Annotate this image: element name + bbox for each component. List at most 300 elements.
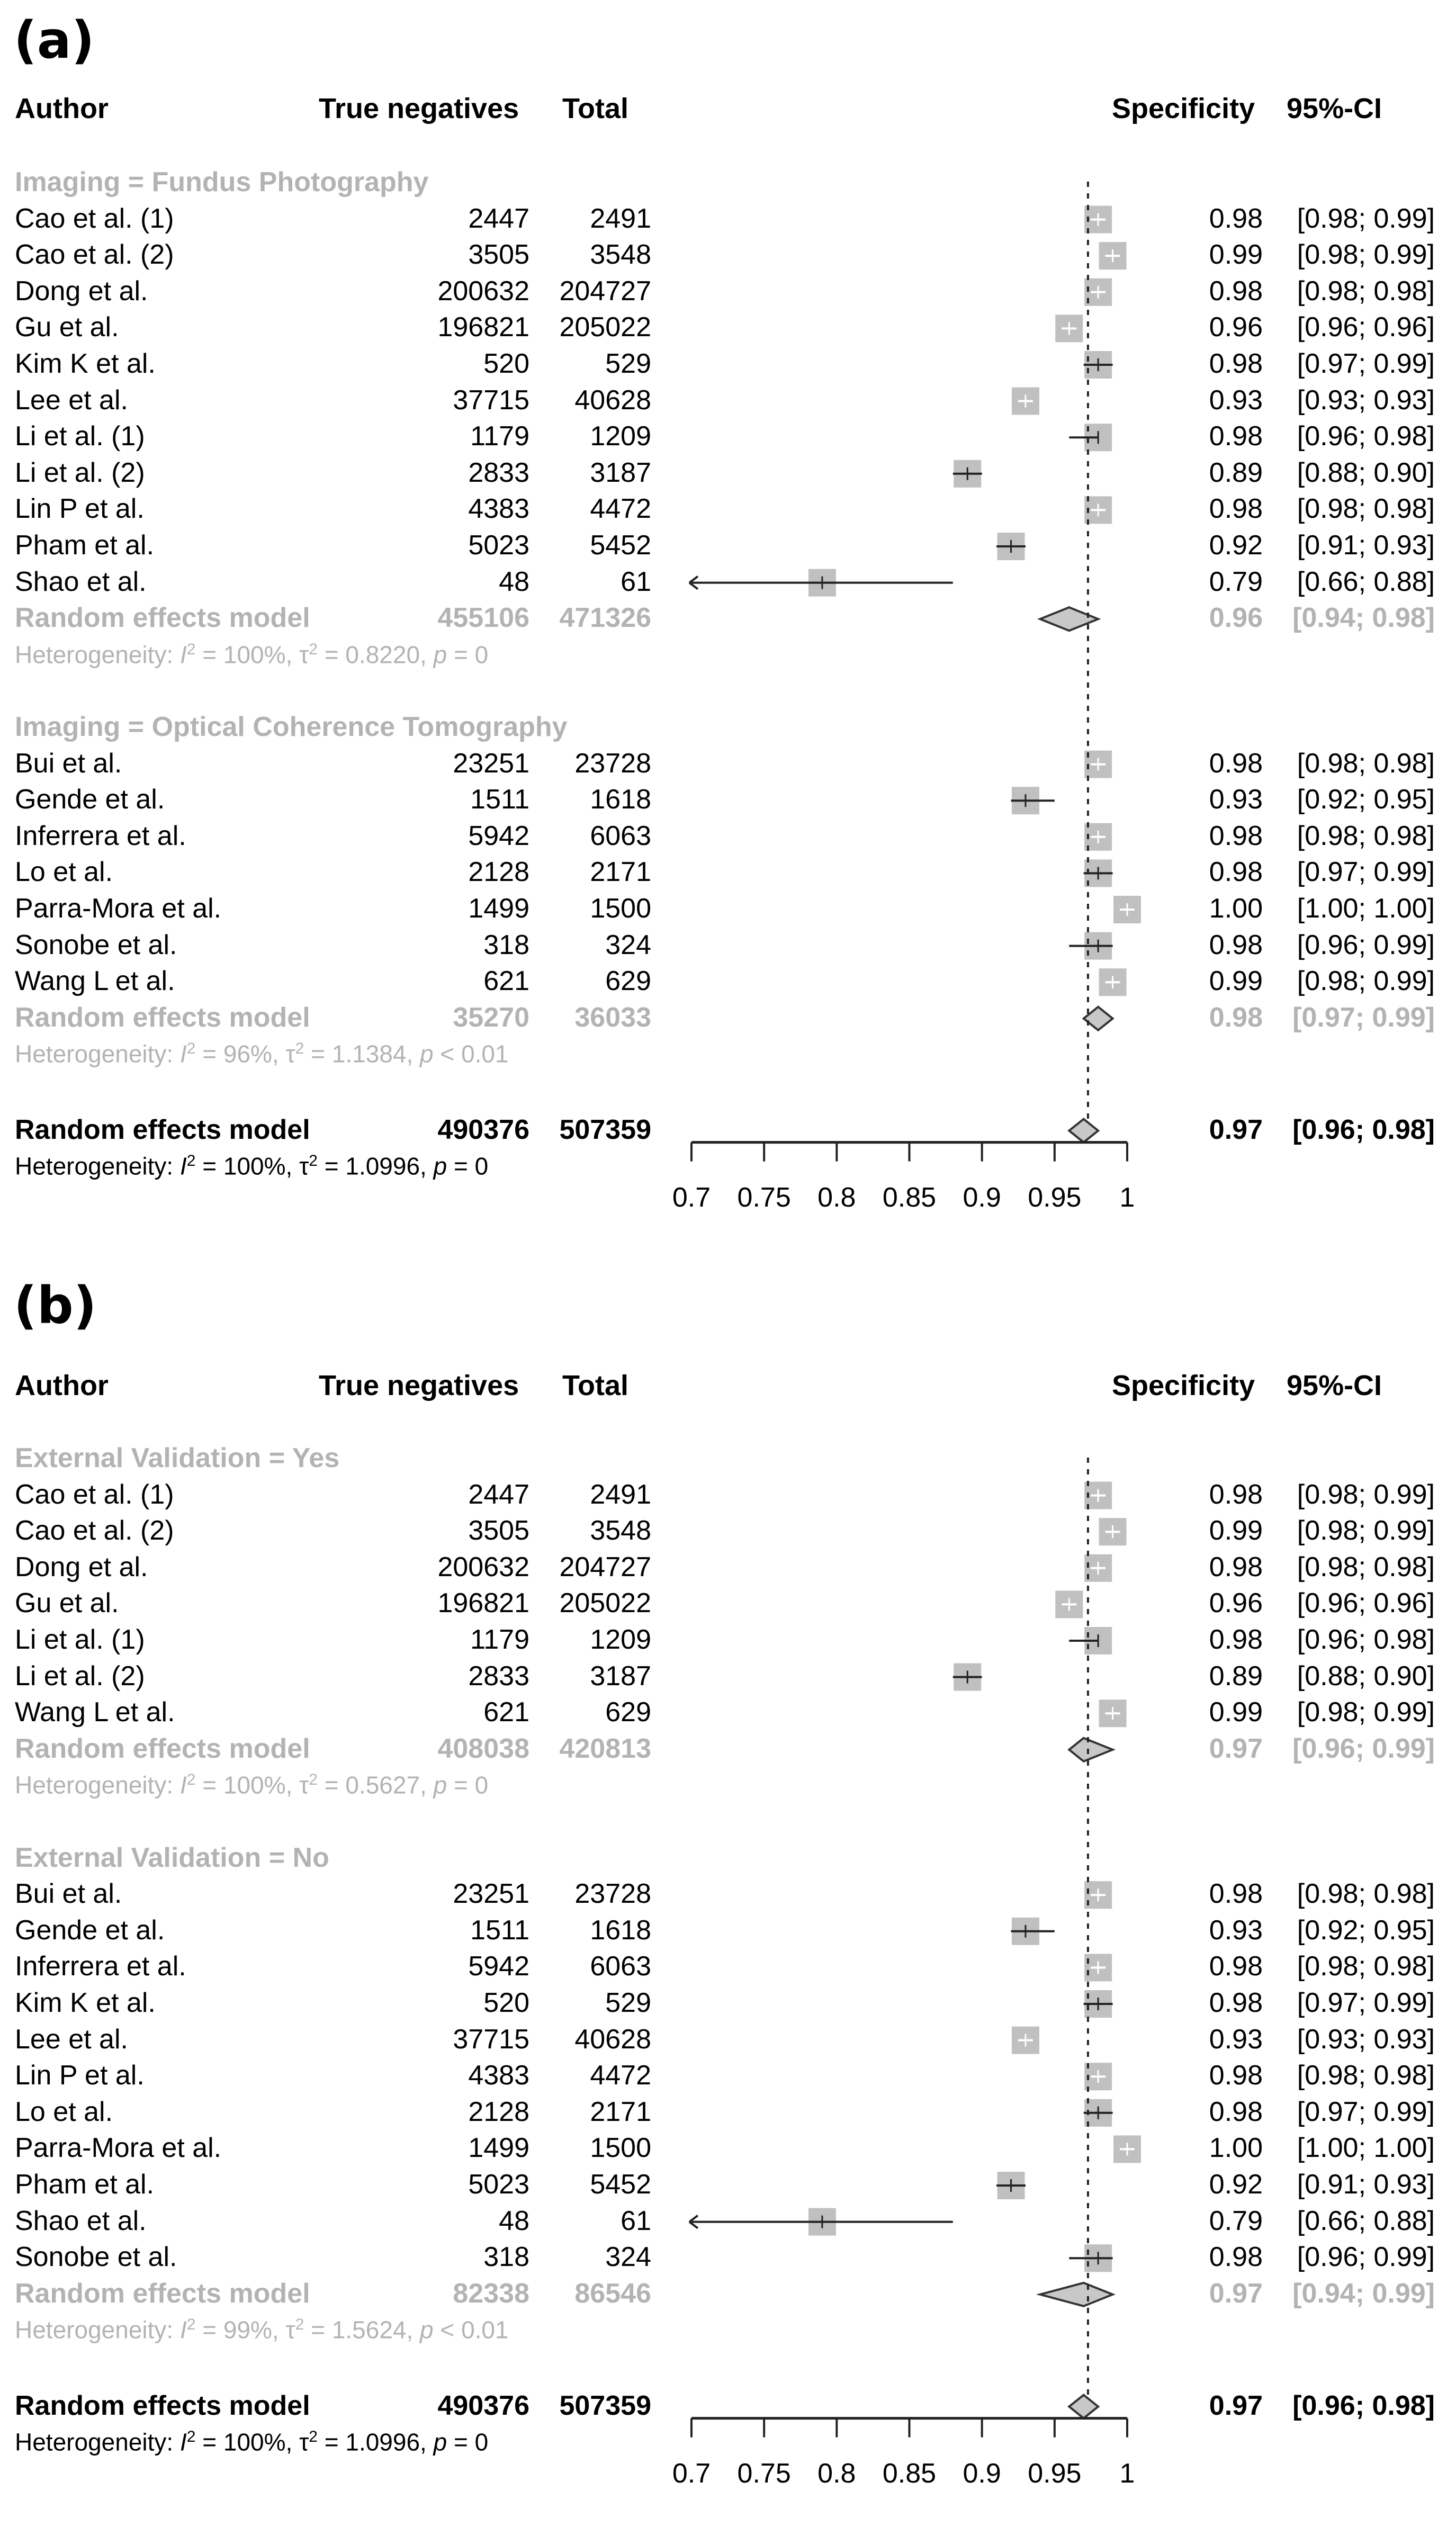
heterogeneity-p-val: < 0.01 bbox=[433, 1040, 509, 1068]
study-total: 1500 bbox=[590, 2133, 651, 2164]
study-total: 61 bbox=[621, 566, 651, 597]
study-ci: [0.93; 0.93] bbox=[1297, 2024, 1435, 2055]
column-header-total: Total bbox=[562, 93, 628, 124]
study-true-negatives: 5942 bbox=[468, 820, 529, 851]
study-total: 324 bbox=[605, 929, 651, 960]
study-total: 5452 bbox=[590, 2169, 651, 2200]
study-author: Sonobe et al. bbox=[15, 929, 177, 960]
subgroup-title: Imaging = Optical Coherence Tomography bbox=[15, 712, 568, 742]
x-axis-tick-label: 0.9 bbox=[963, 1182, 1001, 1213]
study-author: Wang L et al. bbox=[15, 1697, 175, 1728]
study-specificity: 0.98 bbox=[1209, 1551, 1263, 1582]
subgroup-model-label: Random effects model bbox=[15, 2278, 310, 2309]
study-specificity: 0.98 bbox=[1209, 493, 1263, 525]
study-author: Parra-Mora et al. bbox=[15, 893, 222, 924]
study-true-negatives: 37715 bbox=[453, 384, 529, 416]
study-total: 23728 bbox=[574, 1878, 651, 1910]
heterogeneity-i2-val: = 96%, bbox=[195, 1040, 286, 1068]
overall-model-ci: [0.96; 0.98] bbox=[1292, 2390, 1435, 2421]
heterogeneity-tau-val: = 1.0996, bbox=[317, 1152, 434, 1180]
study-ci: [0.98; 0.98] bbox=[1297, 748, 1435, 779]
study-ci: [0.96; 0.96] bbox=[1297, 1588, 1435, 1619]
study-ci: [0.98; 0.99] bbox=[1297, 239, 1435, 271]
study-ci: [0.98; 0.98] bbox=[1297, 1551, 1435, 1582]
study-total: 205022 bbox=[559, 312, 651, 343]
study-total: 3548 bbox=[590, 1515, 651, 1546]
heterogeneity-p-val: = 0 bbox=[447, 641, 489, 669]
study-true-negatives: 520 bbox=[483, 348, 529, 379]
superscript-two: 2 bbox=[186, 2428, 196, 2446]
subgroup-model-specificity: 0.98 bbox=[1209, 1002, 1263, 1033]
heterogeneity-i2-val: = 100%, bbox=[195, 1152, 300, 1180]
study-ci: [0.92; 0.95] bbox=[1297, 1914, 1435, 1946]
study-specificity: 1.00 bbox=[1209, 893, 1263, 924]
study-true-negatives: 2833 bbox=[468, 1660, 529, 1692]
study-specificity: 0.98 bbox=[1209, 748, 1263, 779]
subgroup-model-total: 420813 bbox=[559, 1733, 651, 1764]
heterogeneity-p-val: < 0.01 bbox=[433, 2316, 509, 2344]
study-true-negatives: 2447 bbox=[468, 203, 529, 234]
study-specificity: 0.79 bbox=[1209, 2205, 1263, 2236]
study-total: 204727 bbox=[559, 275, 651, 307]
study-true-negatives: 2833 bbox=[468, 457, 529, 488]
study-total: 3187 bbox=[590, 1660, 651, 1692]
heterogeneity-i2: I bbox=[179, 2428, 187, 2456]
study-ci: [0.98; 0.98] bbox=[1297, 493, 1435, 525]
study-true-negatives: 4383 bbox=[468, 493, 529, 525]
study-true-negatives: 2447 bbox=[468, 1479, 529, 1510]
study-total: 1618 bbox=[590, 1914, 651, 1946]
x-axis-tick-label: 0.7 bbox=[672, 1182, 711, 1213]
study-author: Cao et al. (1) bbox=[15, 1479, 174, 1510]
subgroup-model-tn: 82338 bbox=[453, 2278, 529, 2309]
overall-heterogeneity bbox=[15, 2429, 488, 2454]
study-total: 1618 bbox=[590, 784, 651, 815]
study-ci: [0.93; 0.93] bbox=[1297, 384, 1435, 416]
study-total: 3187 bbox=[590, 457, 651, 488]
study-author: Shao et al. bbox=[15, 2205, 147, 2236]
study-author: Lee et al. bbox=[15, 2024, 128, 2055]
column-header-author: Author bbox=[15, 1370, 109, 1401]
study-total: 2491 bbox=[590, 203, 651, 234]
heterogeneity-tau: τ bbox=[299, 1771, 309, 1799]
study-true-negatives: 2128 bbox=[468, 2096, 529, 2127]
study-author: Cao et al. (1) bbox=[15, 203, 174, 234]
study-author: Li et al. (2) bbox=[15, 1660, 145, 1692]
study-author: Dong et al. bbox=[15, 275, 148, 307]
study-ci: [0.97; 0.99] bbox=[1297, 857, 1435, 888]
study-true-negatives: 23251 bbox=[453, 1878, 529, 1910]
study-true-negatives: 3505 bbox=[468, 239, 529, 271]
study-ci: [1.00; 1.00] bbox=[1297, 893, 1435, 924]
study-specificity: 0.98 bbox=[1209, 929, 1263, 960]
study-specificity: 0.98 bbox=[1209, 2242, 1263, 2273]
study-total: 2171 bbox=[590, 2096, 651, 2127]
study-ci: [0.98; 0.98] bbox=[1297, 1951, 1435, 1982]
panel-label: (a) bbox=[14, 11, 95, 70]
study-author: Dong et al. bbox=[15, 1551, 148, 1582]
heterogeneity-prefix: Heterogeneity: bbox=[15, 1771, 180, 1799]
subgroup-model-label: Random effects model bbox=[15, 602, 310, 634]
subgroup-title: Imaging = Fundus Photography bbox=[15, 167, 429, 197]
study-total: 3548 bbox=[590, 239, 651, 271]
subgroup-model-specificity: 0.97 bbox=[1209, 1733, 1263, 1764]
overall-model-tn: 490376 bbox=[437, 1114, 529, 1145]
study-ci: [0.98; 0.98] bbox=[1297, 2060, 1435, 2091]
heterogeneity-p-val: = 0 bbox=[447, 2428, 489, 2456]
x-axis-tick-label: 0.75 bbox=[737, 1182, 791, 1213]
study-specificity: 0.93 bbox=[1209, 384, 1263, 416]
subgroup-model-specificity: 0.96 bbox=[1209, 602, 1263, 634]
subgroup-title: External Validation = Yes bbox=[15, 1443, 340, 1473]
subgroup-pooled-diamond bbox=[1040, 607, 1098, 631]
study-author: Sonobe et al. bbox=[15, 2242, 177, 2273]
superscript-two: 2 bbox=[309, 1152, 318, 1170]
heterogeneity-i2: I bbox=[179, 1771, 187, 1799]
study-ci: [0.88; 0.90] bbox=[1297, 1660, 1435, 1692]
subgroup-model-total: 86546 bbox=[574, 2278, 651, 2309]
study-specificity: 1.00 bbox=[1209, 2133, 1263, 2164]
study-specificity: 0.98 bbox=[1209, 2096, 1263, 2127]
column-header-specificity: Specificity bbox=[1112, 1370, 1255, 1401]
superscript-two: 2 bbox=[186, 1152, 196, 1170]
study-true-negatives: 621 bbox=[483, 1697, 529, 1728]
study-author: Cao et al. (2) bbox=[15, 1515, 174, 1546]
study-ci: [0.98; 0.98] bbox=[1297, 275, 1435, 307]
study-total: 40628 bbox=[574, 2024, 651, 2055]
study-true-negatives: 48 bbox=[499, 566, 529, 597]
study-ci: [0.88; 0.90] bbox=[1297, 457, 1435, 488]
heterogeneity-tau: τ bbox=[285, 2316, 295, 2344]
study-true-negatives: 318 bbox=[483, 2242, 529, 2273]
overall-model-label: Random effects model bbox=[15, 1114, 310, 1145]
study-true-negatives: 318 bbox=[483, 929, 529, 960]
heterogeneity-prefix: Heterogeneity: bbox=[15, 1152, 180, 1180]
overall-model-total: 507359 bbox=[559, 1114, 651, 1145]
heterogeneity-p: p bbox=[420, 2316, 434, 2344]
study-author: Lee et al. bbox=[15, 384, 128, 416]
study-true-negatives: 5942 bbox=[468, 1951, 529, 1982]
study-author: Inferrera et al. bbox=[15, 820, 186, 851]
subgroup-model-total: 471326 bbox=[559, 602, 651, 634]
heterogeneity-p: p bbox=[433, 641, 447, 669]
subgroup-heterogeneity bbox=[15, 1041, 509, 1066]
study-total: 6063 bbox=[590, 1951, 651, 1982]
heterogeneity-prefix: Heterogeneity: bbox=[15, 1040, 180, 1068]
heterogeneity-tau-val: = 1.5624, bbox=[304, 2316, 420, 2344]
study-specificity: 0.99 bbox=[1209, 239, 1263, 271]
study-specificity: 0.99 bbox=[1209, 966, 1263, 997]
panel-label: (b) bbox=[14, 1276, 97, 1335]
study-specificity: 0.93 bbox=[1209, 1914, 1263, 1946]
study-author: Li et al. (1) bbox=[15, 1624, 145, 1655]
study-author: Lo et al. bbox=[15, 2096, 113, 2127]
column-header-total: Total bbox=[562, 1370, 628, 1401]
study-ci: [1.00; 1.00] bbox=[1297, 2133, 1435, 2164]
study-true-negatives: 621 bbox=[483, 966, 529, 997]
heterogeneity-i2: I bbox=[179, 1040, 187, 1068]
column-header-specificity: Specificity bbox=[1112, 93, 1255, 124]
study-true-negatives: 200632 bbox=[437, 275, 529, 307]
study-ci: [0.97; 0.99] bbox=[1297, 2096, 1435, 2127]
study-author: Pham et al. bbox=[15, 2169, 155, 2200]
subgroup-pooled-diamond bbox=[1040, 2283, 1112, 2306]
heterogeneity-tau: τ bbox=[299, 1152, 309, 1180]
study-author: Li et al. (1) bbox=[15, 421, 145, 452]
study-true-negatives: 1179 bbox=[470, 1624, 529, 1655]
study-specificity: 0.98 bbox=[1209, 820, 1263, 851]
heterogeneity-p: p bbox=[433, 1152, 447, 1180]
subgroup-model-total: 36033 bbox=[574, 1002, 651, 1033]
study-specificity: 0.98 bbox=[1209, 1878, 1263, 1910]
study-author: Gende et al. bbox=[15, 784, 165, 815]
study-true-negatives: 23251 bbox=[453, 748, 529, 779]
study-specificity: 0.99 bbox=[1209, 1515, 1263, 1546]
study-ci: [0.66; 0.88] bbox=[1297, 2205, 1435, 2236]
heterogeneity-tau-val: = 1.0996, bbox=[317, 2428, 434, 2456]
superscript-two: 2 bbox=[186, 2316, 196, 2334]
heterogeneity-tau-val: = 0.8220, bbox=[317, 641, 434, 669]
heterogeneity-i2: I bbox=[179, 1152, 187, 1180]
study-total: 40628 bbox=[574, 384, 651, 416]
x-axis-tick-label: 0.95 bbox=[1028, 2458, 1082, 2489]
study-true-negatives: 1499 bbox=[468, 2133, 529, 2164]
study-ci: [0.97; 0.99] bbox=[1297, 348, 1435, 379]
study-ci: [0.96; 0.99] bbox=[1297, 2242, 1435, 2273]
column-header-true-negatives: True negatives bbox=[319, 1370, 519, 1401]
superscript-two: 2 bbox=[309, 2428, 318, 2446]
overall-model-tn: 490376 bbox=[437, 2390, 529, 2421]
study-ci: [0.96; 0.96] bbox=[1297, 312, 1435, 343]
subgroup-heterogeneity bbox=[15, 1772, 488, 1797]
study-specificity: 0.98 bbox=[1209, 348, 1263, 379]
overall-pooled-diamond bbox=[1069, 1119, 1098, 1143]
forest-panel-b bbox=[0, 1265, 1456, 2509]
study-specificity: 0.98 bbox=[1209, 1624, 1263, 1655]
overall-model-specificity: 0.97 bbox=[1209, 1114, 1263, 1145]
study-true-negatives: 200632 bbox=[437, 1551, 529, 1582]
subgroup-model-ci: [0.94; 0.99] bbox=[1292, 2278, 1435, 2309]
superscript-two: 2 bbox=[309, 640, 318, 658]
study-total: 205022 bbox=[559, 1588, 651, 1619]
heterogeneity-p: p bbox=[433, 1771, 447, 1799]
forest-panel-a bbox=[0, 0, 1456, 1265]
study-total: 1209 bbox=[590, 421, 651, 452]
subgroup-pooled-diamond bbox=[1069, 1738, 1112, 1761]
superscript-two: 2 bbox=[309, 1771, 318, 1789]
study-author: Gu et al. bbox=[15, 1588, 119, 1619]
heterogeneity-i2-val: = 100%, bbox=[195, 641, 300, 669]
superscript-two: 2 bbox=[186, 1771, 196, 1789]
heterogeneity-prefix: Heterogeneity: bbox=[15, 641, 180, 669]
study-author: Kim K et al. bbox=[15, 1988, 156, 2018]
heterogeneity-i2: I bbox=[179, 2316, 187, 2344]
subgroup-model-tn: 35270 bbox=[453, 1002, 529, 1033]
heterogeneity-i2-val: = 100%, bbox=[195, 1771, 300, 1799]
heterogeneity-prefix: Heterogeneity: bbox=[15, 2316, 180, 2344]
study-total: 4472 bbox=[590, 493, 651, 525]
study-specificity: 0.79 bbox=[1209, 566, 1263, 597]
overall-model-label: Random effects model bbox=[15, 2390, 310, 2421]
study-true-negatives: 48 bbox=[499, 2205, 529, 2236]
study-ci: [0.91; 0.93] bbox=[1297, 530, 1435, 561]
overall-model-ci: [0.96; 0.98] bbox=[1292, 1114, 1435, 1145]
study-true-negatives: 1499 bbox=[468, 893, 529, 924]
study-ci: [0.98; 0.99] bbox=[1297, 1515, 1435, 1546]
study-specificity: 0.89 bbox=[1209, 457, 1263, 488]
study-total: 1500 bbox=[590, 893, 651, 924]
x-axis-tick-label: 1 bbox=[1119, 2458, 1135, 2489]
x-axis-tick-label: 1 bbox=[1119, 1182, 1135, 1213]
heterogeneity-tau: τ bbox=[299, 2428, 309, 2456]
study-true-negatives: 5023 bbox=[468, 2169, 529, 2200]
study-specificity: 0.93 bbox=[1209, 2024, 1263, 2055]
study-specificity: 0.98 bbox=[1209, 857, 1263, 888]
study-true-negatives: 2128 bbox=[468, 857, 529, 888]
study-author: Shao et al. bbox=[15, 566, 147, 597]
study-specificity: 0.98 bbox=[1209, 1479, 1263, 1510]
subgroup-model-ci: [0.94; 0.98] bbox=[1292, 602, 1435, 634]
study-ci: [0.92; 0.95] bbox=[1297, 784, 1435, 815]
overall-heterogeneity bbox=[15, 1153, 488, 1178]
heterogeneity-tau: τ bbox=[285, 1040, 295, 1068]
heterogeneity-i2: I bbox=[179, 641, 187, 669]
study-total: 4472 bbox=[590, 2060, 651, 2091]
study-specificity: 0.96 bbox=[1209, 1588, 1263, 1619]
study-author: Gende et al. bbox=[15, 1914, 165, 1946]
study-author: Kim K et al. bbox=[15, 348, 156, 379]
heterogeneity-tau: τ bbox=[299, 641, 309, 669]
x-axis-tick-label: 0.85 bbox=[882, 1182, 937, 1213]
study-author: Lo et al. bbox=[15, 857, 113, 888]
overall-model-specificity: 0.97 bbox=[1209, 2390, 1263, 2421]
study-author: Wang L et al. bbox=[15, 966, 175, 997]
x-axis-tick-label: 0.95 bbox=[1028, 1182, 1082, 1213]
study-specificity: 0.92 bbox=[1209, 530, 1263, 561]
study-true-negatives: 520 bbox=[483, 1988, 529, 2018]
study-ci: [0.96; 0.99] bbox=[1297, 929, 1435, 960]
study-total: 629 bbox=[605, 1697, 651, 1728]
study-ci: [0.96; 0.98] bbox=[1297, 1624, 1435, 1655]
study-author: Bui et al. bbox=[15, 748, 122, 779]
study-author: Pham et al. bbox=[15, 530, 155, 561]
superscript-two: 2 bbox=[295, 1040, 304, 1058]
study-true-negatives: 1511 bbox=[470, 1914, 529, 1946]
study-total: 629 bbox=[605, 966, 651, 997]
subgroup-model-ci: [0.96; 0.99] bbox=[1292, 1733, 1435, 1764]
study-total: 6063 bbox=[590, 820, 651, 851]
subgroup-model-ci: [0.97; 0.99] bbox=[1292, 1002, 1435, 1033]
study-total: 5452 bbox=[590, 530, 651, 561]
study-specificity: 0.96 bbox=[1209, 312, 1263, 343]
heterogeneity-p-val: = 0 bbox=[447, 1771, 489, 1799]
study-ci: [0.98; 0.99] bbox=[1297, 1697, 1435, 1728]
heterogeneity-i2-val: = 99%, bbox=[195, 2316, 286, 2344]
study-total: 2491 bbox=[590, 1479, 651, 1510]
x-axis-tick-label: 0.9 bbox=[963, 2458, 1001, 2489]
study-author: Inferrera et al. bbox=[15, 1951, 186, 1982]
study-ci: [0.97; 0.99] bbox=[1297, 1988, 1435, 2018]
overall-pooled-diamond bbox=[1069, 2395, 1098, 2418]
study-true-negatives: 1179 bbox=[470, 421, 529, 452]
study-specificity: 0.98 bbox=[1209, 421, 1263, 452]
study-total: 1209 bbox=[590, 1624, 651, 1655]
study-specificity: 0.98 bbox=[1209, 203, 1263, 234]
study-true-negatives: 37715 bbox=[453, 2024, 529, 2055]
study-author: Cao et al. (2) bbox=[15, 239, 174, 271]
study-specificity: 0.98 bbox=[1209, 1951, 1263, 1982]
study-specificity: 0.92 bbox=[1209, 2169, 1263, 2200]
heterogeneity-p: p bbox=[433, 2428, 447, 2456]
subgroup-model-tn: 408038 bbox=[437, 1733, 529, 1764]
heterogeneity-prefix: Heterogeneity: bbox=[15, 2428, 180, 2456]
subgroup-model-tn: 455106 bbox=[437, 602, 529, 634]
column-header-ci: 95%-CI bbox=[1287, 93, 1382, 124]
subgroup-heterogeneity bbox=[15, 2317, 509, 2342]
subgroup-model-label: Random effects model bbox=[15, 1733, 310, 1764]
study-specificity: 0.98 bbox=[1209, 2060, 1263, 2091]
study-ci: [0.98; 0.98] bbox=[1297, 1878, 1435, 1910]
subgroup-heterogeneity bbox=[15, 642, 488, 667]
heterogeneity-tau-val: = 0.5627, bbox=[317, 1771, 434, 1799]
superscript-two: 2 bbox=[186, 1040, 196, 1058]
x-axis-tick-label: 0.8 bbox=[817, 1182, 856, 1213]
study-ci: [0.98; 0.98] bbox=[1297, 820, 1435, 851]
study-specificity: 0.99 bbox=[1209, 1697, 1263, 1728]
column-header-author: Author bbox=[15, 93, 109, 124]
study-ci: [0.98; 0.99] bbox=[1297, 203, 1435, 234]
study-true-negatives: 5023 bbox=[468, 530, 529, 561]
study-author: Lin P et al. bbox=[15, 2060, 145, 2091]
x-axis-tick-label: 0.85 bbox=[882, 2458, 937, 2489]
study-ci: [0.91; 0.93] bbox=[1297, 2169, 1435, 2200]
study-total: 2171 bbox=[590, 857, 651, 888]
heterogeneity-p-val: = 0 bbox=[447, 1152, 489, 1180]
study-ci: [0.98; 0.99] bbox=[1297, 1479, 1435, 1510]
x-axis-tick-label: 0.7 bbox=[672, 2458, 711, 2489]
x-axis-tick-label: 0.8 bbox=[817, 2458, 856, 2489]
study-ci: [0.98; 0.99] bbox=[1297, 966, 1435, 997]
study-true-negatives: 196821 bbox=[437, 312, 529, 343]
study-true-negatives: 4383 bbox=[468, 2060, 529, 2091]
heterogeneity-i2-val: = 100%, bbox=[195, 2428, 300, 2456]
subgroup-title: External Validation = No bbox=[15, 1842, 329, 1873]
study-true-negatives: 1511 bbox=[470, 784, 529, 815]
study-author: Parra-Mora et al. bbox=[15, 2133, 222, 2164]
study-total: 529 bbox=[605, 348, 651, 379]
superscript-two: 2 bbox=[295, 2316, 304, 2334]
x-axis-tick-label: 0.75 bbox=[737, 2458, 791, 2489]
study-true-negatives: 3505 bbox=[468, 1515, 529, 1546]
superscript-two: 2 bbox=[186, 640, 196, 658]
study-author: Bui et al. bbox=[15, 1878, 122, 1910]
study-author: Gu et al. bbox=[15, 312, 119, 343]
study-total: 324 bbox=[605, 2242, 651, 2273]
study-author: Lin P et al. bbox=[15, 493, 145, 525]
study-ci: [0.96; 0.98] bbox=[1297, 421, 1435, 452]
study-true-negatives: 196821 bbox=[437, 1588, 529, 1619]
column-header-true-negatives: True negatives bbox=[319, 93, 519, 124]
study-total: 61 bbox=[621, 2205, 651, 2236]
study-total: 23728 bbox=[574, 748, 651, 779]
study-author: Li et al. (2) bbox=[15, 457, 145, 488]
subgroup-model-label: Random effects model bbox=[15, 1002, 310, 1033]
study-specificity: 0.89 bbox=[1209, 1660, 1263, 1692]
study-ci: [0.66; 0.88] bbox=[1297, 566, 1435, 597]
heterogeneity-tau-val: = 1.1384, bbox=[304, 1040, 420, 1068]
column-header-ci: 95%-CI bbox=[1287, 1370, 1382, 1401]
subgroup-model-specificity: 0.97 bbox=[1209, 2278, 1263, 2309]
